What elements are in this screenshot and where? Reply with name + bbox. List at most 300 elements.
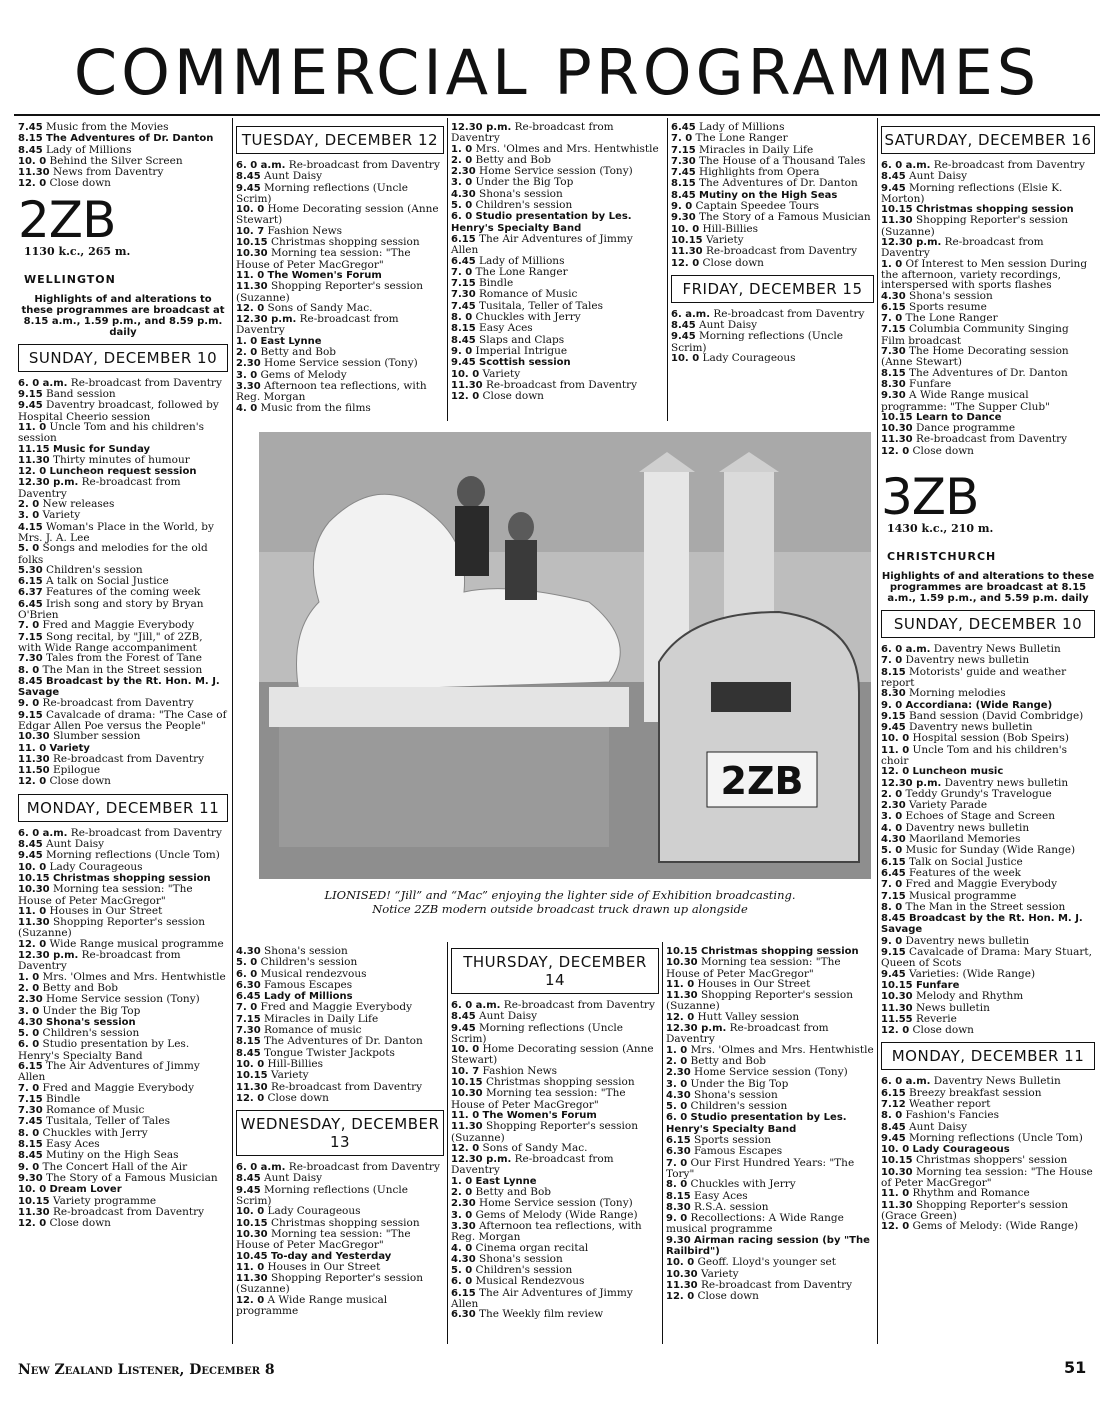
program-time: 8.15 [18,1139,43,1151]
program-title: Uncle Tom and his children's choir [881,743,1067,767]
program-time: 5. 0 [451,200,473,212]
program-title: The Air Adventures of Jimmy Allen [451,1286,633,1311]
column-rule [877,118,878,1344]
program-title: Miracles in Daily Life [699,143,814,156]
program-time: 2.30 [881,800,906,812]
program-time: 7. 0 [451,266,473,278]
program-title: Music for Sunday (Wide Range) [905,844,1076,857]
program-time: 2.30 [451,1198,476,1210]
program-title: Houses in Our Street [267,1260,381,1273]
program-time: 9. 0 [18,698,40,710]
program-title: Aunt Daisy [46,838,105,851]
program-title: Home Decorating session (Anne Stewart) [451,1043,654,1067]
program-time: 11.30 [881,1199,913,1211]
program-time: 7.45 [18,122,43,133]
program-entry [671,258,874,269]
program-time: 9.30 [881,390,906,402]
program-time: 9.15 [18,709,43,721]
program-title: Sports resume [909,300,987,313]
program-title: Tusitala, Teller of Tales [46,1115,170,1128]
program-time: 9.45 [236,1184,261,1196]
program-time: 11. 0 [666,978,695,990]
program-title: Cinema organ recital [475,1241,589,1254]
program-entry [666,1158,874,1180]
program-title: The Lone Ranger [475,265,568,278]
program-time: 2.30 [666,1067,691,1079]
program-entry [236,381,444,403]
program-entry [881,947,1095,969]
program-entry [451,1221,659,1243]
program-entry [18,1061,228,1083]
program-title: Uncle Tom and his children's session [18,420,204,445]
program-time: 9.45 [451,357,476,369]
program-title: The Man in the Street session [42,663,203,676]
program-title: Airman racing session (by "The Railbird") [666,1234,870,1258]
program-time: 10.15 [881,1155,913,1167]
program-title: Variety [42,509,81,522]
program-time: 11.50 [18,765,50,777]
program-title: Weather report [909,1098,991,1110]
day-heading: THURSDAY, DECEMBER 14 [451,948,659,994]
program-time: 1. 0 [18,971,40,983]
program-title: The Women's Forum [482,1109,597,1121]
program-title: Musical programme [909,889,1017,902]
program-time: 6. 0 a.m. [18,377,68,389]
program-title: Christmas shopping session [270,1216,420,1229]
program-entry [881,902,1095,913]
program-entry [236,204,444,226]
program-time: 9.45 [236,182,261,194]
program-entry [18,178,228,189]
program-entry [18,632,228,654]
program-time: 9.30 [671,212,696,224]
program-title: Morning reflections (Uncle Scrim) [236,181,408,205]
program-entry [236,314,444,336]
program-time: 10. 0 [236,1206,265,1218]
program-title: Lady of Millions [699,121,785,133]
program-time: 10.15 [881,411,913,423]
program-time: 10.15 [881,979,913,991]
program-title: Under the Big Top [690,1077,789,1090]
program-title: Morning tea session: "The House of Peter MacGregor" [18,883,193,907]
program-title: Re-broadcast from Daventry [288,1161,440,1174]
program-title: Close down [267,1091,329,1104]
program-time: 8. 0 [881,901,903,913]
program-time: 7.15 [671,144,696,156]
program-title: A Wide Range musical programme: "The Supper Club" [881,389,1050,413]
program-title: Re-broadcast from Daventry [451,121,614,145]
program-time: 7.30 [18,1105,43,1117]
program-list [18,378,228,788]
program-title: The Lone Ranger [695,132,788,145]
program-time: 10. 0 [18,861,47,873]
program-time: 3. 0 [451,177,473,189]
program-time: 7.15 [881,324,906,336]
program-entry [18,422,228,444]
program-title: Mrs. 'Olmes and Mrs. Hentwhistle [690,1043,874,1056]
program-time: 10.30 [881,1166,913,1178]
program-entry [451,1121,659,1143]
column-2-top [236,122,444,414]
program-time: 12.30 p.m. [451,122,512,133]
program-time: 10.30 [666,1268,698,1280]
program-list [18,828,228,1230]
program-time: 3.30 [451,1220,476,1232]
program-title: Lady of Millions [46,143,132,156]
program-time: 9.15 [18,389,43,401]
program-title: Epilogue [52,764,101,777]
program-title: Re-broadcast from Daventry [70,376,222,389]
program-time: 6. 0 a.m. [18,827,68,839]
program-entry [671,331,874,353]
program-title: Tusitala, Teller of Tales [479,299,603,312]
program-title: East Lynne [260,335,322,347]
column-rule [447,942,448,1344]
program-time: 7.15 [18,1093,43,1105]
program-time: 7. 0 [881,879,903,891]
column-1 [18,122,228,1229]
program-entry [666,1023,874,1045]
program-time: 11.30 [451,379,483,391]
program-entry [18,599,228,621]
program-time: 8. 0 [666,1179,688,1191]
program-title: Shopping Reporter's session (Suzanne) [666,989,853,1013]
program-time: 11. 0 [18,742,47,754]
program-title: Music from the Movies [46,121,169,133]
program-title: Tongue Twister Jackpots [264,1046,395,1059]
station-frequency: 1130 k.c., 265 m. [24,244,131,258]
program-time: 5.30 [18,564,43,576]
station-block-3zb [881,468,1095,605]
program-entry [236,1273,444,1295]
program-title: Morning reflections (Uncle Scrim) [236,1183,408,1208]
program-time: 6.37 [18,587,43,599]
program-title: Variety [49,742,90,754]
program-entry [18,1218,228,1229]
program-title: Songs and melodies for the old folks [18,542,208,566]
program-time: 10.30 [236,1228,268,1240]
program-entry [18,917,228,939]
program-entry [236,1229,444,1251]
program-time: 7.45 [18,1116,43,1128]
program-time: 7. 0 [881,313,903,325]
program-time: 11.30 [236,1273,268,1285]
program-list [881,644,1095,1036]
program-title: Morning tea session: "The House of Peter MacGregor" [236,1227,411,1252]
program-entry [18,665,228,676]
program-title: Aunt Daisy [264,170,323,183]
program-time: 6.15 [881,1087,906,1099]
program-title: Talk on Social Justice [909,855,1023,868]
program-entry [671,212,874,223]
program-time: 3. 0 [666,1078,688,1090]
program-time: 12. 0 [18,1218,47,1230]
program-entry [666,957,874,979]
program-entry [236,1185,444,1207]
program-title: Re-broadcast from Daventry [933,159,1085,171]
program-time: 11.30 [666,990,698,1002]
program-time: 9.45 [671,331,696,343]
program-time: 8.15 [881,666,906,678]
program-time: 1. 0 [236,335,258,347]
program-title: Lady Courageous [702,352,796,365]
program-title: Shopping Reporter's session (Suzanne) [236,1272,423,1296]
column-rule [447,118,448,421]
program-title: Re-broadcast from Daventry [270,1080,423,1093]
program-entry [236,1093,444,1104]
program-time: 10. 0 [666,1257,695,1269]
program-time: 2. 0 [18,499,40,511]
program-title: Romance of Music [479,288,578,301]
program-time: 12. 0 [18,776,47,788]
program-title: Christmas shoppers' session [915,1154,1068,1167]
program-time: 10.15 [18,1195,50,1207]
program-time: 6.30 [236,979,261,991]
program-title: The Weekly film review [479,1308,604,1321]
program-time: 8.15 [18,133,43,145]
program-time: 12. 0 [881,1025,910,1037]
program-time: 10. 0 [18,155,47,167]
program-title: Aunt Daisy [909,1120,968,1133]
program-time: 6. 0 [451,211,473,223]
program-title: Variety [700,1267,739,1280]
program-title: Gems of Melody [260,368,347,381]
program-time: 9. 0 [18,1161,40,1173]
program-title: To-day and Yesterday [270,1250,392,1262]
program-time: 7.45 [451,300,476,312]
program-title: Varieties: (Wide Range) [909,967,1036,980]
program-entry [881,688,1095,699]
program-entry [451,391,663,402]
program-title: Variety [482,367,521,380]
photo-caption: LIONISED! “Jill” and “Mac” enjoying the lighter side of Exhibition broadcasting. Notice 2ZB modern outside broadcast truck drawn up alongside [324,888,796,916]
program-title: Studio presentation by Les. Henry's Specialty Band [18,1038,190,1062]
program-time: 7. 0 [18,1082,40,1094]
program-time: 4.30 [881,290,906,302]
program-title: Daventry News Bulletin [933,643,1061,656]
program-time: 7.45 [671,167,696,179]
program-title: Lady of Millions [479,254,565,267]
program-title: Gems of Melody (Wide Range) [475,1208,638,1221]
program-title: Close down [912,1024,974,1037]
program-entry [18,676,228,699]
program-time: 2. 0 [18,982,40,994]
program-time: 11.30 [18,167,50,179]
program-entry [671,178,874,189]
program-time: 6. 0 a.m. [881,644,931,656]
program-title: Afternoon tea reflections, with Reg. Morgan [451,1219,642,1244]
program-title: Re-broadcast from Daventry [52,1205,205,1218]
program-time: 11. 0 [236,269,265,281]
program-time: 4. 0 [451,1242,473,1254]
program-time: 9.45 [18,850,43,862]
program-title: Morning reflections (Uncle Scrim) [451,1021,623,1045]
program-time: 11. 0 [451,1109,480,1121]
program-title: Afternoon tea reflections, with Reg. Morgan [236,379,427,404]
program-title: Close down [49,177,111,190]
program-time: 12. 0 [666,1291,695,1303]
program-time: 12.30 p.m. [236,314,297,326]
program-time: 7.30 [451,289,476,301]
program-title: News from Daventry [52,166,164,179]
program-entry [666,1291,874,1302]
program-time: 2. 0 [881,788,903,800]
program-title: The Adventures of Dr. Danton [909,366,1068,379]
program-title: A Wide Range musical programme [236,1293,388,1318]
program-title: Song recital, by "Jill," of 2ZB, with Wide Range accompaniment [18,630,203,654]
program-time: 11.30 [236,281,268,293]
program-title: Highlights from Opera [699,166,820,179]
program-title: Morning tea session: "The House of Peter MacGregor" [666,956,841,980]
program-title: Houses in Our Street [49,904,163,917]
program-title: Chuckles with Jerry [42,1126,148,1139]
program-title: Home Service session (Tony) [479,165,633,178]
program-time: 6.15 [881,301,906,313]
program-time: 10.15 [236,1070,268,1082]
program-title: Close down [702,256,764,269]
program-time: 4.30 [451,188,476,200]
program-time: 2.30 [451,166,476,178]
program-time: 6.15 [881,856,906,868]
program-entry [881,745,1095,767]
program-time: 11.30 [881,1002,913,1014]
program-time: 8.45 [451,334,476,346]
program-time: 7. 0 [881,655,903,667]
program-title: Children's session [690,1100,788,1113]
program-title: Fred and Maggie Everybody [42,1081,195,1094]
program-title: Shona's session [909,289,993,302]
program-title: Re-broadcast from Daventry [70,826,222,839]
program-title: Morning reflections (Uncle Scrim) [671,330,843,354]
program-time: 11.30 [18,454,50,466]
program-title: The Air Adventures of Jimmy Allen [18,1060,200,1084]
program-title: Broadcast by the Rt. Hon. M. J. Savage [881,913,1083,936]
program-entry [18,543,228,565]
program-entry [451,1023,659,1045]
program-time: 12. 0 [18,178,47,190]
program-title: Funfare [909,377,952,390]
program-title: Shona's session [46,1016,136,1028]
program-time: 12.30 p.m. [666,1023,727,1035]
program-title: Dream Lover [49,1184,122,1196]
program-time: 9. 0 [666,1213,688,1225]
program-title: Variety [705,233,744,246]
program-time: 7.15 [451,278,476,290]
program-list [671,309,874,364]
program-entry [18,522,228,544]
program-title: Christmas shopping session [270,236,420,249]
program-title: Mrs. 'Olmes and Mrs. Hentwhistle [42,970,226,983]
program-title: Betty and Bob [475,153,552,166]
program-title: Aunt Daisy [909,170,968,183]
program-title: Close down [49,1217,111,1230]
program-title: Features of the coming week [46,586,201,599]
program-title: Fashion News [267,224,343,237]
program-time: 7.15 [18,631,43,643]
program-title: Daventry news bulletin [944,776,1069,789]
program-entry [451,1088,659,1110]
program-time: 12.30 p.m. [881,237,942,249]
program-title: Echoes of Stage and Screen [905,810,1055,823]
station-city: CHRISTCHURCH [887,550,997,564]
program-time: 11.15 [18,443,50,455]
program-time: 6.45 [671,122,696,133]
program-title: Re-broadcast from Daventry [503,999,655,1011]
program-time: 9.45 [18,400,43,412]
program-title: Re-broadcast from Daventry [915,433,1068,446]
program-title: Betty and Bob [690,1054,767,1067]
program-time: 9.45 [881,182,906,194]
program-entry [236,1295,444,1317]
program-title: Band session [46,388,116,401]
program-title: Re-broadcast from Daventry [18,476,181,500]
program-entry [881,324,1095,346]
day-heading: FRIDAY, DECEMBER 15 [671,275,874,303]
program-title: The Adventures of Dr. Danton [699,177,858,190]
program-time: 10. 0 [671,353,700,365]
program-time: 12. 0 [671,257,700,269]
program-time: 6. 0 a.m. [881,160,931,171]
program-time: 11.30 [18,1206,50,1218]
program-entry [881,913,1095,936]
program-time: 6. 0 a.m. [881,1076,931,1088]
program-time: 6.45 [881,867,906,879]
program-entry [18,710,228,732]
program-time: 9.45 [881,722,906,734]
program-title: Reverie [915,1012,957,1025]
program-time: 10.30 [236,248,268,260]
program-time: 6. 0 [236,968,258,980]
program-time: 9.30 [666,1234,691,1246]
program-title: Shona's session [694,1088,778,1101]
program-entry [451,1309,659,1320]
program-entry [236,403,444,414]
program-time: 2. 0 [236,347,258,359]
program-entry [881,1025,1095,1036]
program-title: Betty and Bob [42,981,119,994]
program-time: 4.30 [881,834,906,846]
page-title: COMMERCIAL PROGRAMMES [73,36,1041,109]
program-title: Re-broadcast from Daventry [42,697,194,710]
program-title: Close down [697,1290,759,1303]
program-entry [451,1044,659,1066]
program-title: Re-broadcast from Daventry [485,378,638,391]
program-time: 6.15 [18,576,43,588]
program-title: Learn to Dance [915,411,1002,423]
program-time: 7. 0 [18,620,40,632]
footer-publication: New Zealand Listener, December 8 [18,1362,275,1378]
program-time: 9.30 [18,1172,43,1184]
program-time: 6. 0 a.m. [451,1000,501,1011]
program-title: Mrs. 'Olmes and Mrs. Hentwhistle [475,142,659,155]
program-time: 8. 0 [18,664,40,676]
program-title: Romance of music [264,1024,362,1037]
program-title: Home Service session (Tony) [479,1197,633,1210]
program-time: 6.30 [666,1146,691,1158]
program-time: 8.15 [666,1190,691,1202]
program-time: 6. 0 [666,1112,688,1124]
program-title: Shopping Reporter's session (Suzanne) [881,214,1068,238]
program-time: 4.15 [18,521,43,533]
program-time: 3. 0 [18,1005,40,1017]
program-time: 11.30 [881,215,913,227]
program-entry [451,200,663,211]
program-title: Shopping Reporter's session (Grace Green) [881,1198,1068,1222]
program-list [18,122,228,190]
program-time: 8.30 [881,378,906,390]
program-time: 3. 0 [18,510,40,522]
column-4-lower [666,946,874,1303]
